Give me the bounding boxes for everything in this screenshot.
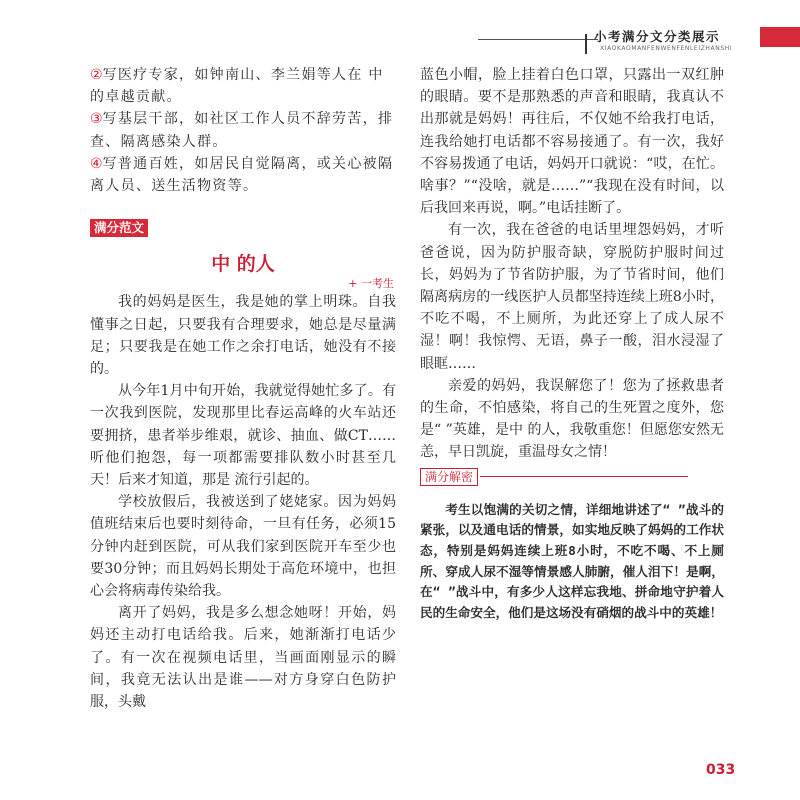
tip-item <box>90 108 396 152</box>
running-header-title: 小考满分文分类展示 <box>594 29 721 44</box>
tip-number: ③ <box>90 111 103 128</box>
tip-number: ④ <box>90 155 103 172</box>
essay-paragraph: 离开了妈妈，我是多么想念她呀！开始，妈妈还主动打电话给我。后来，她渐渐打电话少了。有一次在视频电话里，当画面刚显示的瞬间，我竟无法认出是谁——对方身穿白色防护服，头戴 <box>90 605 396 711</box>
page-number: 033 <box>706 762 736 778</box>
essay-title: 中 的人 <box>211 253 275 276</box>
analysis-section-label: 满分解密 <box>420 468 478 486</box>
analysis-header <box>420 464 724 488</box>
right-column <box>420 64 724 636</box>
tip-text: 写医疗专家，如钟南山、李兰娟等人在 中的卓越贡献。 <box>90 67 384 106</box>
essay-paragraph-continued: 蓝色小帽，脸上挂着白色口罩，只露出一双红肿的眼睛。要不是那熟悉的声音和眼睛，我真认不出那就是妈妈！再往后，不仅她不给我打电话，连我给她打电话都不容易接通了。有一次，我好不容易拨通了电话，妈妈开口就说：“哎，在忙。啥事？”“没啥，就是……”“我现在没有时间，以后我回来再说，啊。”电话挂断了。 <box>420 67 724 217</box>
tip-text: 写普通百姓，如居民自觉隔离，或关心被隔离人员、送生活物资等。 <box>90 155 394 195</box>
header-bracket <box>585 34 593 54</box>
essay-paragraph: 有一次，我在爸爸的电话里埋怨妈妈，才听爸爸说，因为防护服奇缺，穿脱防护服时间过长，妈妈为了节省防护服，为了节省时间，他们隔离病房的一线医护人员都坚持连续上班8小时，不吃不喝，不上厕所，为此还穿上了成人尿不湿！啊！我惊愕、无语，鼻子一酸，泪水浸湿了眼眶…… <box>420 222 724 372</box>
analysis-text: 考生以饱满的关切之情，详细地讲述了“ ”战斗的紧张，以及通电话的情景，如实地反映了妈妈的工作状态，特别是妈妈连续上班8小时，不吃不喝、不上厕所、穿成人尿不湿等情景感人肺腑，催人泪下！是啊，在“ ”战斗中，有多少人这样忘我地、拼命地守护着人民的生命安全，他们是这场没有硝烟的战斗中的英雄！ <box>420 501 724 620</box>
tip-item <box>90 64 396 108</box>
tip-item <box>90 153 396 197</box>
essay-paragraph: 从今年1月中旬开始，我就觉得她忙多了。有一次我到医院，发现那里比春运高峰的火车站还要拥挤，患者举步维艰，就诊、抽血、做CT……听他们抱怨，每一项都需要排队数小时甚至几天！后来才知道，那是 流行引起的。 <box>90 383 396 489</box>
essay-author: + 一考生 <box>348 277 394 291</box>
essay-paragraph: 我的妈妈是医生，我是她的掌上明珠。自我懂事之日起，只要我有合理要求，她总是尽量满足；只要我是在她工作之余打电话，她没有不接的。 <box>90 294 396 378</box>
essay-section-label: 满分范文 <box>90 219 148 237</box>
essay-paragraph: 亲爱的妈妈，我误解您了！您为了拯救患者的生命，不怕感染，将自己的生死置之度外，您是“ ”英雄，是中 的人，我敬重您！但愿您安然无恙，早日凯旋，重温母女之情！ <box>420 377 724 461</box>
analysis-rule <box>480 476 688 477</box>
essay-paragraph: 学校放假后，我被送到了姥姥家。因为妈妈值班结束后也要时刻待命，一旦有任务，必须15分钟内赶到医院，可从我们家到医院开车至少也要30分钟；而且妈妈长期处于高危环境中，也担心会将病毒传染给我。 <box>90 494 396 600</box>
header-color-bar <box>760 27 800 47</box>
left-column <box>90 64 396 713</box>
running-header-pinyin: XIAOKAOMANFENWENFENLEIZHANSHI <box>600 45 733 52</box>
header-rule <box>478 39 598 40</box>
tip-number: ② <box>90 67 103 83</box>
tip-text: 写基层干部，如社区工作人员不辞劳苦，排查、隔离感染人群。 <box>90 111 394 150</box>
